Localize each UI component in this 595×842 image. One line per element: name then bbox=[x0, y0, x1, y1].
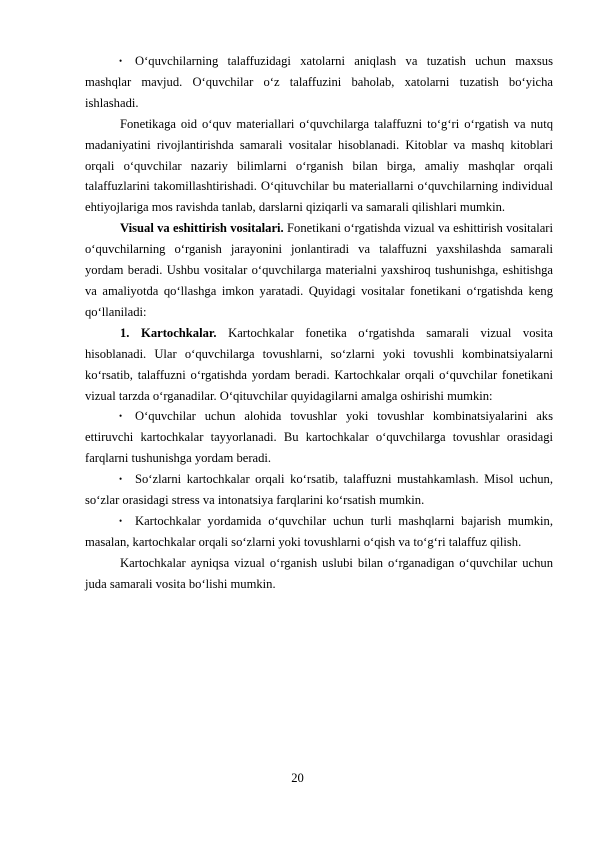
bullet-text: So‘zlarni kartochkalar orqali ko‘rsatib, talaffuzni mustahkamlash. Misol uchun, so‘zlar orasidagi stress va intonatsiya farqlarini ko‘rsatish mumkin. bbox=[85, 472, 553, 508]
bullet-text: O‘quvchilarning talaffuzidagi xatolarni aniqlash va tuzatish uchun maxsus mashqlar mavjud. O‘quvchilar o‘z talaffuzini baholab, xatolarni tuzatish bo‘yicha ishlashadi. bbox=[85, 54, 553, 110]
paragraph-text: Fonetikaga oid o‘quv materiallari o‘quvchilarga talaffuzni to‘g‘ri o‘rgatish va nutq madaniyatini rivojlantirishda samarali vositalar hisoblanadi. Kitoblar va mashq kitoblari orqali o‘quvchilar nazariy bilimlarni o‘rganish bilan birga, amaliy mashqlar orqali talaffuzlarini takomillashtirishadi. O‘qituvchilar bu materiallarni o‘quvchilarning individual ehtiyojlariga mos ravishda tanlab, darslarni qiziqarli va samarali qilishlari mumkin. bbox=[85, 116, 553, 215]
paragraph-text: Kartochkalar fonetika o‘rgatishda samarali vizual vosita hisoblanadi. Ular o‘quvchilarga tovushlarni, so‘zlarni yoki tovushli kombinatsiyalarni ko‘rsatib, talaffuzni o‘rgatishda yordam beradi. Kartochkalar orqali o‘quvchilar fonetikani vizual tarzda o‘rganadilar. O‘qituvchilar quyidagilarni amalga oshirishi mumkin: bbox=[85, 325, 553, 403]
paragraph-text: Kartochkalar ayniqsa vizual o‘rganish uslubi bilan o‘rganadigan o‘quvchilar uchun juda samarali vosita bo‘lishi mumkin. bbox=[85, 555, 553, 591]
page-number: 20 bbox=[291, 771, 304, 785]
section-heading: 1. Kartochkalar. bbox=[120, 325, 217, 340]
bullet-icon: • bbox=[119, 411, 123, 422]
paragraph bbox=[85, 114, 553, 219]
bullet-text: Kartochkalar yordamida o‘quvchilar uchun turli mashqlarni bajarish mumkin, masalan, kartochkalar orqali so‘zlarni yoki tovushlarni o‘qish va to‘g‘ri talaffuz qilish. bbox=[85, 513, 553, 549]
paragraph bbox=[85, 553, 553, 595]
section-heading: Visual va eshittirish vositalari. bbox=[120, 221, 284, 236]
bullet-icon: • bbox=[119, 56, 123, 66]
bullet-item bbox=[85, 511, 553, 553]
paragraph bbox=[85, 218, 553, 323]
bullet-text: O‘quvchilar uchun alohida tovushlar yoki tovushlar kombinatsiyalarini aks ettiruvchi kartochkalar tayyorlanadi. Bu kartochkalar o‘quvchilarga tovushlar orasidagi farqlarni tushunishga yordam beradi. bbox=[85, 409, 553, 466]
bullet-item bbox=[85, 51, 553, 114]
page-body bbox=[85, 51, 553, 595]
bullet-icon: • bbox=[119, 515, 123, 526]
paragraph bbox=[85, 323, 553, 407]
bullet-icon: • bbox=[119, 474, 123, 485]
paragraph-text: Fonetikani o‘rgatishda vizual va eshittirish vositalari o‘quvchilarning o‘rganish jarayonini jonlantiradi va talaffuzni yaxshilashda samarali yordam beradi. Ushbu vositalar o‘quvchilarga materialni yaxshiroq tushunishga, eshitishga va amaliyotda qo‘llashga imkon yaratadi. Quyidagi vositalar fonetikani o‘rgatishda keng qo‘llaniladi: bbox=[85, 221, 553, 319]
bullet-item bbox=[85, 469, 553, 511]
bullet-item bbox=[85, 406, 553, 469]
